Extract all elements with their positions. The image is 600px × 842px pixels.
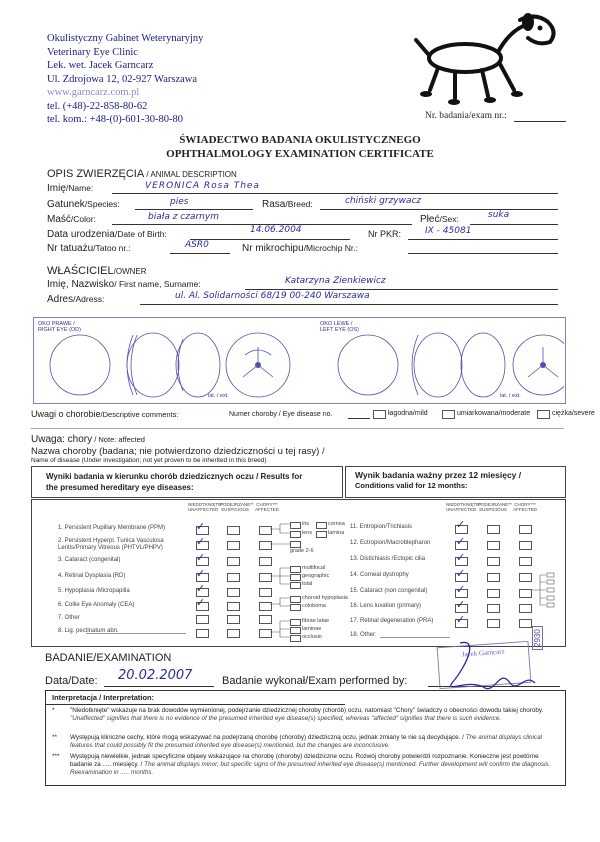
results-left-header-en: the presumed hereditary eye diseases: bbox=[46, 483, 194, 492]
ppm-suspicious-checkbox[interactable] bbox=[227, 526, 240, 535]
corneal-suspicious-checkbox[interactable] bbox=[487, 573, 500, 582]
pra-affected-checkbox[interactable] bbox=[519, 619, 532, 628]
left-item-phtvl: 2. Persistent Hyperpl. Tunica Vasculosa Lentis/Primary Vitreous (PHTVL/PHPV) bbox=[58, 538, 164, 551]
remarks-line[interactable] bbox=[31, 428, 564, 429]
results-right-header-en: Conditions valid for 12 months: bbox=[355, 481, 468, 490]
exam-date-value: 20.02.2007 bbox=[118, 668, 193, 683]
lamina-checkbox[interactable] bbox=[316, 531, 327, 538]
name-label-pl: Imię bbox=[47, 183, 66, 194]
lig-suspicious-checkbox[interactable] bbox=[227, 629, 240, 638]
stamp-number: 2930 bbox=[532, 626, 543, 650]
species-label-pl: Gatunek bbox=[47, 199, 85, 210]
dob-label bbox=[47, 229, 167, 240]
other-left-line[interactable] bbox=[86, 633, 186, 634]
left-eye-lat-label: lat. / ext. bbox=[500, 393, 521, 399]
sub-iris: iris bbox=[302, 521, 310, 527]
breed-label-en: /Breed: bbox=[285, 199, 313, 209]
owner-address-label bbox=[47, 294, 104, 305]
col-suspicious-left: PODEJRZANE** SUSPICIOUS bbox=[220, 502, 254, 512]
cataract-suspicious-checkbox[interactable] bbox=[227, 557, 240, 566]
microchip-field[interactable] bbox=[408, 253, 558, 254]
exam-date-label: Data/Date: bbox=[45, 675, 98, 687]
ppm-check-icon: ✓ bbox=[196, 521, 206, 533]
col-suspicious-right: PODEJRZANE** SUSPICIOUS bbox=[478, 502, 512, 512]
star3-text-pl: Występują niewielkie, jednak specyficzne objawy wskazujące na chorobę (choroby) dziedziczne oczu. Rozwój choroby potwierdzi rozpoznanie. Konieczne jest powtórne badanie za ..... miesięcy. / bbox=[70, 753, 539, 768]
name-label-en: /Name: bbox=[65, 183, 94, 193]
right-item-ectropion: 12. Ectropion/Macroblepharon bbox=[350, 540, 431, 546]
pkr-value: IX - 45081 bbox=[425, 226, 472, 236]
title-pl: ŚWIADECTWO BADANIA OKULISTYCZNEGO bbox=[179, 134, 421, 146]
right-eye-label-en: RIGHT EYE (OD) bbox=[38, 327, 81, 333]
hypoplasia-suspicious-checkbox[interactable] bbox=[227, 588, 240, 597]
stamp-name: Jacek Garncarz bbox=[461, 647, 505, 659]
severe-checkbox[interactable] bbox=[537, 410, 550, 419]
disease-name-label-pl: Nazwa choroby (badana; nie potwierdzono dziedziczności u tej rasy) / bbox=[31, 446, 325, 457]
other-suspicious-checkbox[interactable] bbox=[227, 615, 240, 624]
eye-disease-no-label: Numer choroby / Eye disease no. bbox=[229, 411, 333, 418]
star2-text bbox=[70, 734, 560, 750]
left-item-retinal-dysplasia: 4. Retinal Dysplasia (RD) bbox=[58, 573, 126, 579]
results-right-header-pl: Wynik badania ważny przez 12 miesięcy / bbox=[355, 470, 522, 480]
cataract-nc-affected-checkbox[interactable] bbox=[519, 589, 532, 598]
sub-laminae: laminae bbox=[302, 626, 322, 632]
col-affected-right: CHORY*** AFFECTED bbox=[513, 502, 537, 512]
left-eye-label-pl: OKO LEWE / bbox=[320, 321, 353, 327]
species-field[interactable] bbox=[135, 209, 253, 210]
cataract-nc-check-icon: ✓ bbox=[456, 584, 466, 596]
ectropion-check-icon: ✓ bbox=[456, 536, 466, 548]
cataract-location-diagram-icon bbox=[532, 570, 564, 610]
sub-lamina: lamina bbox=[328, 530, 345, 536]
disease-name-label-en: Name of disease (Under investigation; not yet proven to be inherited in this breed) bbox=[31, 457, 267, 464]
sex-value: suka bbox=[488, 210, 510, 220]
distichiasis-suspicious-checkbox[interactable] bbox=[487, 557, 500, 566]
sub-fibrae: fibrae latae bbox=[302, 618, 330, 624]
left-eye-label-en: LEFT EYE (OS) bbox=[320, 327, 360, 333]
sub-geographic: geographic bbox=[302, 573, 330, 579]
tattoo-label-pl: Nr tatuażu bbox=[47, 243, 94, 254]
remarks-label bbox=[31, 409, 178, 419]
right-item-other: 18. Other: bbox=[350, 632, 377, 638]
left-item-ppm: 1. Persistent Pupillary Membrane (PPM) bbox=[58, 525, 166, 531]
owner-address-label-en: /Adress: bbox=[73, 294, 105, 304]
distichiasis-check-icon: ✓ bbox=[456, 552, 466, 564]
note-label-en: / Note: affected bbox=[92, 435, 145, 444]
owner-heading-pl: WŁAŚCICIEL bbox=[47, 265, 114, 277]
results-left-header-box bbox=[31, 466, 343, 498]
title-en: OPHTHALMOLOGY EXAMINATION CERTIFICATE bbox=[166, 148, 434, 160]
owner-name-label bbox=[47, 279, 201, 290]
animal-heading-pl: OPIS ZWIERZĘCIA bbox=[47, 168, 145, 180]
sex-label-pl: Płeć bbox=[420, 214, 440, 225]
col-affected-left: CHORY*** AFFECTED bbox=[255, 502, 279, 512]
clinic-mobile: tel. kom.: +48-(0)-601-30-80-80 bbox=[47, 114, 183, 125]
signature-icon bbox=[440, 638, 550, 698]
name-value: VERONICA Rosa Thea bbox=[145, 181, 260, 191]
right-item-entropion: 11. Entropion/Trichiasis bbox=[350, 524, 413, 530]
entropion-suspicious-checkbox[interactable] bbox=[487, 525, 500, 534]
star2-text-pl: Występują kliniczne cechy, które mogą wskazywać na podejrzaną chorobę (choroby) dziedziczną oczu, jednak zmiany te nie są decydujące. / bbox=[70, 734, 464, 741]
interpretation-divider bbox=[45, 704, 345, 705]
other-unaffected-checkbox[interactable] bbox=[196, 615, 209, 624]
left-connector-lines-icon bbox=[270, 520, 292, 640]
entropion-check-icon: ✓ bbox=[456, 519, 466, 531]
owner-name-field[interactable] bbox=[245, 289, 558, 290]
distichiasis-affected-checkbox[interactable] bbox=[519, 557, 532, 566]
star1-text bbox=[70, 707, 560, 723]
note-affected-label bbox=[31, 434, 145, 445]
moderate-label: umiarkowana/moderate bbox=[457, 410, 531, 417]
pkr-label: Nr PKR: bbox=[368, 229, 402, 239]
cataract-nc-suspicious-checkbox[interactable] bbox=[487, 589, 500, 598]
species-label-en: /Species: bbox=[84, 199, 120, 209]
breed-label bbox=[262, 199, 313, 210]
lig-unaffected-checkbox[interactable] bbox=[196, 629, 209, 638]
left-item-lig-pectinatum: 8. Lig. pectinatum abn. bbox=[58, 628, 119, 634]
owner-name-value: Katarzyna Zienkiewicz bbox=[285, 276, 386, 286]
eye-disease-no-field[interactable] bbox=[348, 418, 370, 419]
animal-section-heading bbox=[47, 168, 237, 180]
sub-occlusio: occlusio bbox=[302, 634, 322, 640]
tattoo-label bbox=[47, 243, 130, 254]
sub-choroid: choroid hypoplasia bbox=[302, 595, 348, 601]
luxation-check-icon: ✓ bbox=[456, 599, 466, 611]
right-item-pra: 17. Retinal degeneration (PRA) bbox=[350, 618, 434, 624]
cornea-checkbox[interactable] bbox=[316, 522, 327, 529]
rd-check-icon: ✓ bbox=[196, 568, 206, 580]
owner-section-heading bbox=[47, 265, 147, 277]
pkr-field[interactable] bbox=[408, 239, 558, 240]
note-label-pl: Uwaga: chory bbox=[31, 434, 93, 445]
breed-field[interactable] bbox=[320, 209, 558, 210]
cea-suspicious-checkbox[interactable] bbox=[227, 602, 240, 611]
left-item-cea: 6. Collie Eye Anomaly (CEA) bbox=[58, 602, 135, 608]
clinic-name-en: Veterinary Eye Clinic bbox=[47, 46, 138, 58]
star1-text-en: "Unaffected" signifies that there is no evidence of the presumed inherited eye disease(s) specified, whereas "affected" signifies that there is such evidence. bbox=[70, 715, 502, 722]
right-item-corneal-dystrophy: 14. Corneal dystrophy bbox=[350, 572, 409, 578]
hypoplasia-check-icon: ✓ bbox=[196, 583, 206, 595]
phtvl-suspicious-checkbox[interactable] bbox=[227, 541, 240, 550]
owner-address-field[interactable] bbox=[140, 304, 558, 305]
clinic-website[interactable]: www.garncarz.com.pl bbox=[47, 87, 140, 98]
star1-mark: * bbox=[52, 707, 55, 714]
owner-address-value: ul. Al. Solidarności 68/19 00-240 Warszawa bbox=[175, 291, 370, 301]
dob-value: 14.06.2004 bbox=[250, 225, 302, 235]
left-item-hypoplasia: 5. Hypoplasia /Micropapilla bbox=[58, 588, 130, 594]
cea-check-icon: ✓ bbox=[196, 597, 206, 609]
star3-mark: *** bbox=[52, 753, 60, 760]
sub-lens: lens bbox=[302, 530, 313, 536]
sub-grade: grade 2-6 bbox=[290, 548, 314, 554]
sex-label-en: /Sex: bbox=[439, 214, 459, 224]
microchip-label bbox=[242, 243, 358, 254]
species-value: pies bbox=[170, 197, 189, 207]
star3-text bbox=[70, 753, 560, 777]
clinic-name: Okulistyczny Gabinet Weterynaryjny bbox=[47, 33, 204, 44]
exam-number-field[interactable] bbox=[514, 121, 566, 122]
cataract-check-icon: ✓ bbox=[196, 552, 206, 564]
star1-text-pl: "Niedotknięte" wskazuje na brak dowodów wymienionej, podejrzanie dziedzicznej choroby (chorób) oczu, natomiast "Chory" świadczy o obecności dowodu takiej choroby. bbox=[70, 707, 544, 714]
phtvl-check-icon: ✓ bbox=[196, 536, 206, 548]
interpretation-heading: Interpretacja / Interpretation: bbox=[52, 693, 155, 702]
entropion-affected-checkbox[interactable] bbox=[519, 525, 532, 534]
right-eye-lat-label: lat. / ext. bbox=[208, 393, 229, 399]
exam-number-label: Nr. badania/exam nr.: bbox=[425, 111, 507, 121]
sex-label bbox=[420, 214, 459, 225]
dog-logo-icon bbox=[410, 10, 560, 110]
color-label bbox=[47, 214, 96, 225]
color-label-pl: Maść bbox=[47, 214, 71, 225]
mild-label: łagodna/mild bbox=[388, 410, 428, 417]
owner-heading-en: /OWNER bbox=[113, 267, 147, 276]
eye-diagrams-icon bbox=[33, 317, 564, 402]
owner-name-label-pl: Imię, Nazwisko bbox=[47, 279, 115, 290]
owner-address-label-pl: Adres bbox=[47, 294, 74, 305]
right-item-distichiasis: 13. Distichiasis /Ectopic cilia bbox=[350, 556, 426, 562]
moderate-checkbox[interactable] bbox=[442, 410, 455, 419]
microchip-label-en: /Microchip Nr.: bbox=[303, 243, 359, 253]
sub-total: total bbox=[302, 581, 313, 587]
owner-name-label-en: / First name, Surname: bbox=[114, 279, 201, 289]
name-field[interactable] bbox=[112, 193, 558, 194]
col-unaffected-right: NIEDOTKNIĘTE* UNAFFECTED bbox=[446, 502, 482, 512]
tattoo-field[interactable] bbox=[170, 253, 230, 254]
clinic-info bbox=[47, 32, 203, 127]
star2-mark: ** bbox=[52, 734, 58, 741]
species-label bbox=[47, 199, 120, 210]
remarks-label-en: /Descriptive comments: bbox=[100, 410, 179, 419]
clinic-address: Ul. Zdrojowa 12, 02-927 Warszawa bbox=[47, 73, 198, 85]
sex-field[interactable] bbox=[470, 224, 558, 225]
remarks-label-pl: Uwagi o chorobie bbox=[31, 409, 101, 419]
pra-check-icon: ✓ bbox=[456, 614, 466, 626]
corneal-check-icon: ✓ bbox=[456, 568, 466, 580]
right-item-lens-luxation: 16. Lens luxation (primary) bbox=[350, 603, 422, 609]
sub-multifocal: multifocal bbox=[302, 565, 326, 571]
dob-label-pl: Data urodzenia bbox=[47, 229, 115, 240]
left-item-cataract-congenital: 3. Cataract (congenital) bbox=[58, 557, 121, 563]
luxation-suspicious-checkbox[interactable] bbox=[487, 604, 500, 613]
dob-label-en: /Date of Birth: bbox=[114, 229, 167, 239]
left-item-other: 7. Other bbox=[58, 615, 80, 621]
rd-suspicious-checkbox[interactable] bbox=[227, 573, 240, 582]
right-item-cataract-non-congenital: 15. Cataract (non congenital) bbox=[350, 588, 428, 594]
sub-coloboma: coloboma bbox=[302, 603, 326, 609]
microchip-label-pl: Nr mikrochipu bbox=[242, 243, 304, 254]
pra-suspicious-checkbox[interactable] bbox=[487, 619, 500, 628]
star2-text-en: The animal displays clinical features that could possibly fit the presumed inherited eye disease(s) mentioned, but the changes are inconclusive. bbox=[70, 734, 542, 749]
results-left-header-pl: Wyniki badania w kierunku chorób dziedzicznych oczu / Results for bbox=[46, 472, 303, 481]
exam-performed-label: Badanie wykonał/Exam performed by: bbox=[222, 675, 408, 687]
exam-date-field[interactable] bbox=[104, 686, 214, 687]
clinic-tel: tel. (+48)-22-858-80-62 bbox=[47, 100, 148, 112]
breed-label-pl: Rasa bbox=[262, 199, 286, 210]
ectropion-affected-checkbox[interactable] bbox=[519, 541, 532, 550]
corneal-affected-checkbox[interactable] bbox=[519, 573, 532, 582]
sub-cornea: cornea bbox=[328, 521, 345, 527]
col-unaffected-left: NIEDOTKNIĘTE* UNAFFECTED bbox=[188, 502, 224, 512]
dob-field[interactable] bbox=[190, 239, 350, 240]
tattoo-value: ASR0 bbox=[185, 240, 209, 250]
tattoo-label-en: /Tatoo nr.: bbox=[93, 243, 131, 253]
mild-checkbox[interactable] bbox=[373, 410, 386, 419]
ectropion-suspicious-checkbox[interactable] bbox=[487, 541, 500, 550]
clinic-doctor: Lek. wet. Jacek Garncarz bbox=[47, 60, 154, 71]
color-label-en: /Color: bbox=[70, 214, 96, 224]
right-eye-label-pl: OKO PRAWE / bbox=[38, 321, 75, 327]
animal-heading-en: / ANIMAL DESCRIPTION bbox=[144, 170, 237, 179]
luxation-affected-checkbox[interactable] bbox=[519, 604, 532, 613]
name-label bbox=[47, 183, 93, 194]
color-value: biała z czarnym bbox=[148, 212, 219, 222]
breed-value: chiński grzywacz bbox=[345, 196, 422, 206]
examination-heading: BADANIE/EXAMINATION bbox=[45, 652, 172, 664]
severe-label: ciężka/severe bbox=[552, 410, 595, 417]
star3-text-en: The animal displays minor, but specific signs of the presumed inherited eye disease(s) mentioned. Further development will confirm the diagnosis. Reexamination in ..... months. bbox=[70, 761, 551, 776]
